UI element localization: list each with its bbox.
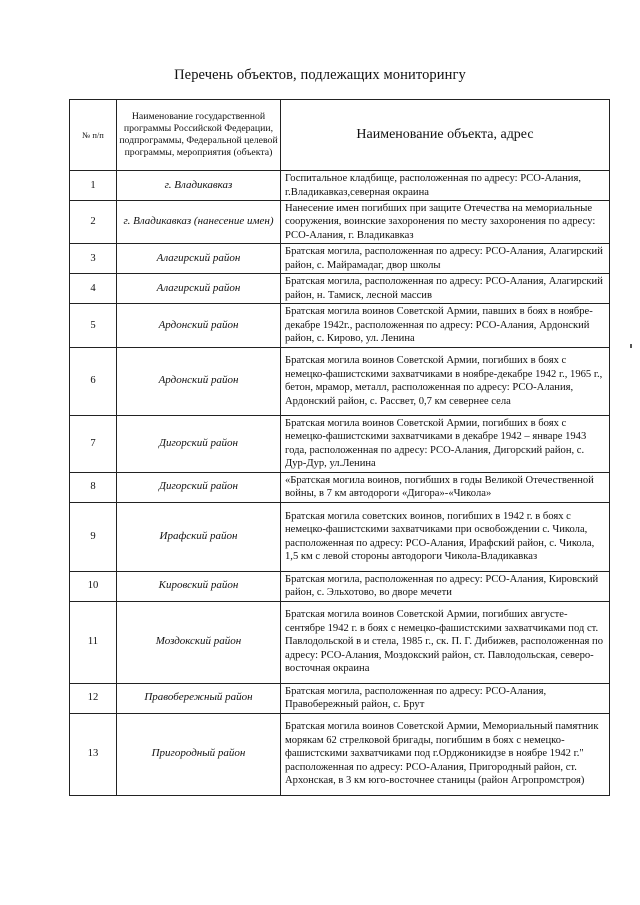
table-row bbox=[70, 683, 610, 713]
row-number: 6 bbox=[70, 347, 117, 415]
row-district: Алагирский район bbox=[117, 274, 281, 304]
row-object: Нанесение имен погибших при защите Отечества на мемориальные сооружения, воинские захоронения по месту захоронения по адресу: РСО-Алания, г. Владикавказ bbox=[281, 201, 610, 244]
row-number: 2 bbox=[70, 201, 117, 244]
row-object: Братская могила воинов Советской Армии, погибших августе-сентябре 1942 г. в боях с немецко-фашистскими захватчиками под ст. Павлодольской в и стела, 1985 г., ск. П. Г. Дибижев, расположенная по адресу: РСО-Алания, Моздокский район, ст. Павлодольская, северо-восточная окраина bbox=[281, 601, 610, 683]
table-row bbox=[70, 304, 610, 347]
table-row bbox=[70, 171, 610, 201]
row-district: Моздокский район bbox=[117, 601, 281, 683]
row-object: Братская могила, расположенная по адресу: РСО-Алания, Алагирский район, с. Майрамадаг, двор школы bbox=[281, 244, 610, 274]
row-district: Кировский район bbox=[117, 571, 281, 601]
table-row bbox=[70, 601, 610, 683]
row-object: Братская могила, расположенная по адресу: РСО-Алания, Правобережный район, с. Брут bbox=[281, 683, 610, 713]
row-district: Правобережный район bbox=[117, 683, 281, 713]
table-header-row bbox=[70, 100, 610, 171]
row-number: 4 bbox=[70, 274, 117, 304]
header-program: Наименование государственной программы Российской Федерации, подпрограммы, Федеральной целевой программы, мероприятия (объекта) bbox=[117, 100, 281, 171]
header-number: № п/п bbox=[70, 100, 117, 171]
scan-speck bbox=[630, 344, 632, 348]
row-object: Братская могила воинов Советской Армии, погибших в боях с немецко-фашистскими захватчиками в ноябре-декабре 1942 г., 1965 г., бетон, мрамор, металл, расположенная по адресу: РСО-Алания, Ардонский район, с. Рассвет, 0,7 км севернее села bbox=[281, 347, 610, 415]
row-district: Ирафский район bbox=[117, 502, 281, 571]
row-number: 13 bbox=[70, 713, 117, 795]
row-object: Братская могила воинов Советской Армии, Мемориальный памятник морякам 62 стрелковой бригады, погибшим в боях с немецко-фашистскими захватчиками под г.Орджоникидзе в ноябре 1942 г." расположенная по адресу: РСО-Алания, Пригородный район, ст. Архонская, в 3 км юго-восточнее станицы (район Агропромстроя) bbox=[281, 713, 610, 795]
row-district: Пригородный район bbox=[117, 713, 281, 795]
row-district: Алагирский район bbox=[117, 244, 281, 274]
row-number: 5 bbox=[70, 304, 117, 347]
table-row bbox=[70, 713, 610, 795]
row-object: «Братская могила воинов, погибших в годы Великой Отечественной войны, в 7 км автодороги «Дигора»-«Чикола» bbox=[281, 472, 610, 502]
table-row bbox=[70, 201, 610, 244]
row-number: 7 bbox=[70, 415, 117, 472]
row-number: 12 bbox=[70, 683, 117, 713]
row-object: Братская могила воинов Советской Армии, погибших в боях с немецко-фашистскими захватчиками в декабре 1942 – январе 1943 года, расположенная по адресу: РСО-Алания, Дигорский район, с. Дур-Дур, ул.Ленина bbox=[281, 415, 610, 472]
table-row bbox=[70, 274, 610, 304]
table-row bbox=[70, 472, 610, 502]
row-object: Братская могила советских воинов, погибших в 1942 г. в боях с немецко-фашистскими захватчиками при освобождении с. Чикола, расположенная по адресу: РСО-Алания, Ирафский район, с. Чикола, 1,5 км с левой стороны автодороги Чикола-Владикавказ bbox=[281, 502, 610, 571]
row-number: 3 bbox=[70, 244, 117, 274]
monitoring-objects-table bbox=[69, 99, 610, 796]
row-district: г. Владикавказ (нанесение имен) bbox=[117, 201, 281, 244]
row-object: Братская могила, расположенная по адресу: РСО-Алания, Алагирский район, н. Тамиск, лесной массив bbox=[281, 274, 610, 304]
row-object: Братская могила, расположенная по адресу: РСО-Алания, Кировский район, с. Эльхотово, во дворе мечети bbox=[281, 571, 610, 601]
row-district: г. Владикавказ bbox=[117, 171, 281, 201]
row-number: 8 bbox=[70, 472, 117, 502]
row-district: Ардонский район bbox=[117, 347, 281, 415]
row-district: Дигорский район bbox=[117, 472, 281, 502]
table-row bbox=[70, 571, 610, 601]
row-district: Ардонский район bbox=[117, 304, 281, 347]
row-object: Братская могила воинов Советской Армии, павших в боях в ноябре-декабре 1942г., расположенная по адресу: РСО-Алания, Ардонский район, с. Кирово, ул. Ленина bbox=[281, 304, 610, 347]
page-title: Перечень объектов, подлежащих мониторингу bbox=[174, 67, 466, 83]
header-object: Наименование объекта, адрес bbox=[281, 100, 610, 171]
row-object: Госпитальное кладбище, расположенная по адресу: РСО-Алания, г.Владикавказ,северная окраина bbox=[281, 171, 610, 201]
row-district: Дигорский район bbox=[117, 415, 281, 472]
row-number: 10 bbox=[70, 571, 117, 601]
row-number: 11 bbox=[70, 601, 117, 683]
table-row bbox=[70, 502, 610, 571]
table-row bbox=[70, 415, 610, 472]
row-number: 9 bbox=[70, 502, 117, 571]
row-number: 1 bbox=[70, 171, 117, 201]
table-row bbox=[70, 347, 610, 415]
table-row bbox=[70, 244, 610, 274]
